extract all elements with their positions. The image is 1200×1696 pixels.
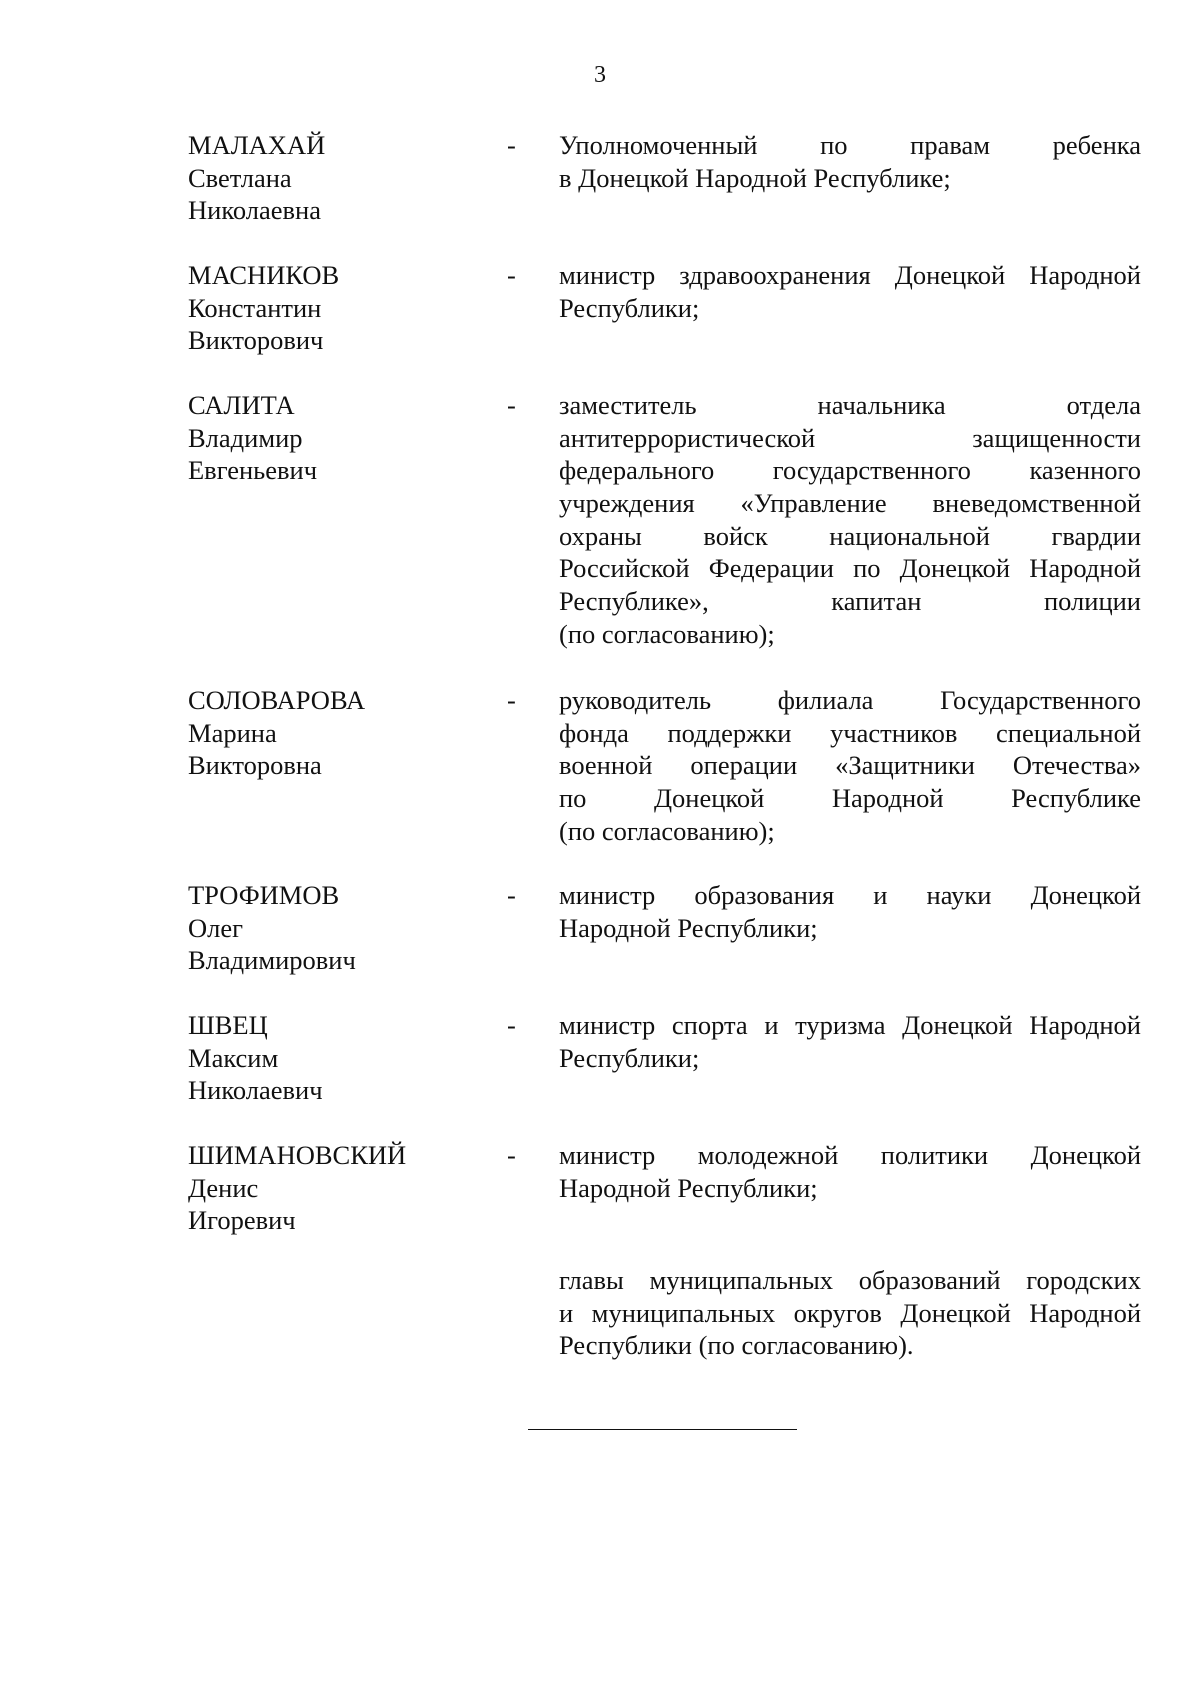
position-line: охраны войск национальной гвардии [559, 520, 1141, 551]
position-line: антитеррористической защищенности [559, 422, 1141, 453]
member-patronymic: Николаевна [188, 195, 321, 226]
position-line: Уполномоченный по правам ребенка [559, 130, 1141, 160]
member-patronymic: Николаевич [188, 1075, 323, 1106]
separator-dash: - [507, 880, 516, 910]
member-position [559, 879, 1141, 944]
final-note [559, 1264, 1141, 1362]
member-surname: САЛИТА [188, 390, 295, 420]
member-first-name: Денис [188, 1172, 259, 1203]
member-patronymic: Евгеньевич [188, 455, 318, 486]
position-line: Российской Федерации по Донецкой Народной [559, 553, 1141, 584]
member-first-name: Олег [188, 912, 243, 943]
member-surname: ШИМАНОВСКИЙ [188, 1140, 407, 1170]
position-line: Республике», капитан полиции [559, 586, 1141, 617]
position-line: Народной Республики; [559, 1172, 818, 1203]
member-patronymic: Владимирович [188, 945, 356, 976]
position-line: учреждения «Управление вневедомственной [559, 488, 1141, 519]
member-patronymic: Игоревич [188, 1205, 296, 1236]
member-position [559, 129, 1141, 194]
member-first-name: Владимир [188, 422, 303, 453]
position-line: (по согласованию); [559, 815, 775, 846]
position-line: министр здравоохранения Донецкой Народной [559, 260, 1141, 290]
final-note-line: главы муниципальных образований городских [559, 1265, 1141, 1295]
position-line: Республики; [559, 292, 700, 323]
member-first-name: Константин [188, 292, 322, 323]
separator-dash: - [507, 130, 516, 160]
position-line: федерального государственного казенного [559, 455, 1141, 486]
member-first-name: Марина [188, 717, 277, 748]
member-patronymic: Викторовна [188, 750, 322, 781]
position-line: министр образования и науки Донецкой [559, 880, 1141, 910]
member-position [559, 1009, 1141, 1074]
member-first-name: Максим [188, 1042, 279, 1073]
separator-dash: - [507, 390, 516, 420]
member-surname: МАЛАХАЙ [188, 130, 326, 160]
position-line: фонда поддержки участников специальной [559, 717, 1141, 748]
final-note-line: Республики (по согласованию). [559, 1330, 914, 1361]
member-position [559, 1139, 1141, 1204]
position-line: военной операции «Защитники Отечества» [559, 750, 1141, 781]
position-line: заместитель начальника отдела [559, 390, 1141, 420]
member-patronymic: Викторович [188, 325, 324, 356]
final-note-line: и муниципальных округов Донецкой Народной [559, 1297, 1141, 1328]
separator-dash: - [507, 685, 516, 715]
position-line: (по согласованию); [559, 618, 775, 649]
separator-dash: - [507, 260, 516, 290]
position-line: министр молодежной политики Донецкой [559, 1140, 1141, 1170]
page-number: 3 [594, 62, 606, 88]
closing-rule [528, 1429, 797, 1430]
position-line: Республики; [559, 1042, 700, 1073]
member-surname: ШВЕЦ [188, 1010, 268, 1040]
member-position [559, 259, 1141, 324]
separator-dash: - [507, 1140, 516, 1170]
position-line: по Донецкой Народной Республике [559, 783, 1141, 814]
position-line: руководитель филиала Государственного [559, 685, 1141, 715]
member-first-name: Светлана [188, 162, 292, 193]
member-position [559, 684, 1141, 847]
position-line: в Донецкой Народной Республике; [559, 162, 951, 193]
member-surname: МАСНИКОВ [188, 260, 340, 290]
member-surname: СОЛОВАРОВА [188, 685, 366, 715]
position-line: министр спорта и туризма Донецкой Народной [559, 1010, 1141, 1040]
position-line: Народной Республики; [559, 912, 818, 943]
separator-dash: - [507, 1010, 516, 1040]
member-surname: ТРОФИМОВ [188, 880, 340, 910]
member-position [559, 389, 1141, 651]
